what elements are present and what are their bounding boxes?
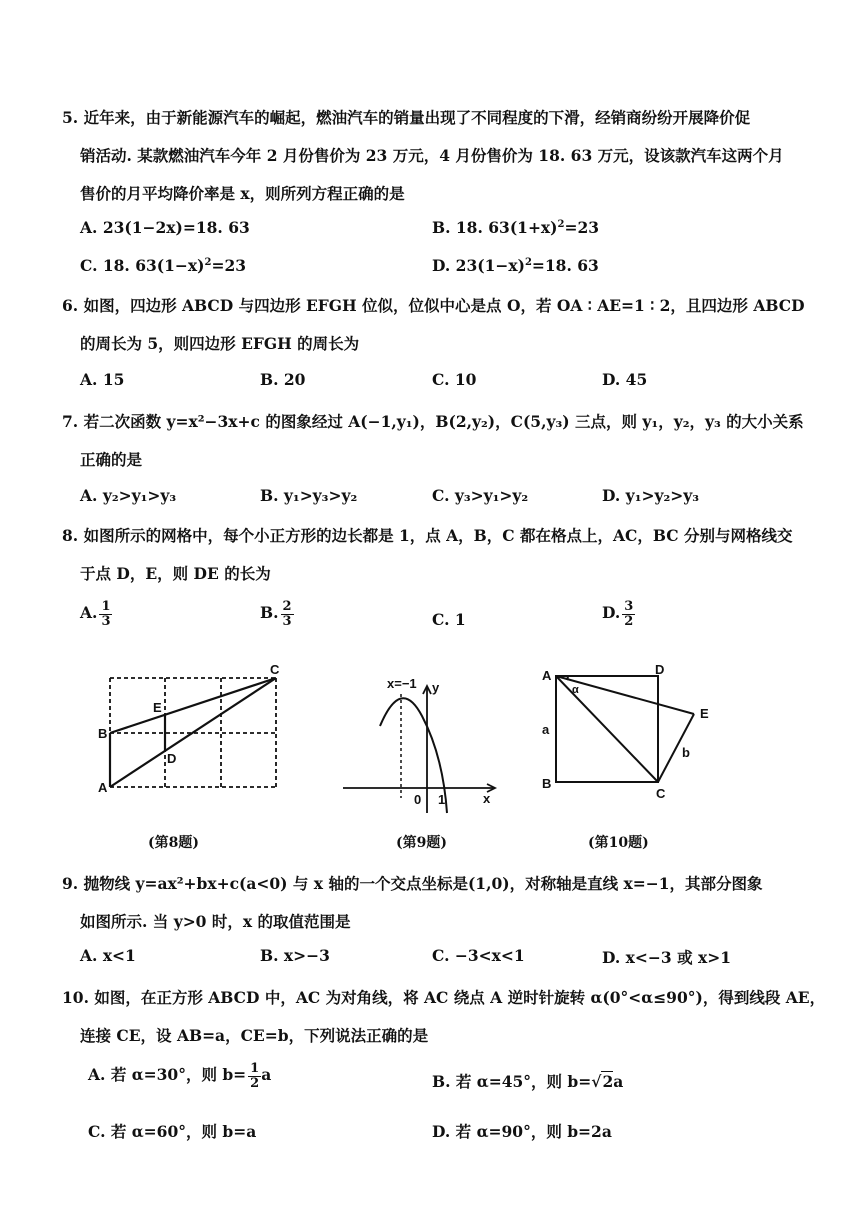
q10-line1: 10. 如图，在正方形 ABCD 中，AC 为对角线，将 AC 绕点 A 逆时针旋转 α(0°<α≤90°)，得到线段 AE，: [62, 988, 826, 1007]
fig10-side-b: b: [682, 745, 690, 760]
q10-line2: 连接 CE，设 AB=a，CE=b，下列说法正确的是: [80, 1026, 429, 1045]
figure-9-parabola: [335, 668, 505, 818]
q10-option-c: C. 若 α=60°，则 b=a: [88, 1122, 257, 1141]
fig10-label-a: A: [542, 668, 552, 683]
q6-option-a: A. 15: [80, 370, 125, 389]
figure-10-caption: (第10题): [588, 835, 649, 851]
q10-option-d: D. 若 α=90°，则 b=2a: [432, 1122, 612, 1141]
q5-option-a: A. 23(1−2x)=18. 63: [80, 218, 250, 237]
q5-line2: 销活动. 某款燃油汽车今年 2 月份售价为 23 万元，4 月份售价为 18. 63 万元，设该款汽车这两个月: [80, 146, 784, 165]
figure-10-square: [538, 662, 728, 802]
fig8-label-b: B: [98, 726, 108, 741]
q9-line2: 如图所示. 当 y>0 时，x 的取值范围是: [80, 912, 351, 931]
q8-line1: 8. 如图所示的网格中，每个小正方形的边长都是 1，点 A，B，C 都在格点上，AC，BC 分别与网格线交: [62, 526, 793, 545]
q5-option-c: C. 18. $63(1-x)^2=23$: [80, 256, 247, 275]
fig8-label-c: C: [270, 662, 280, 677]
q10-option-b: B. 若 α=45°，则 b=√2a: [432, 1072, 624, 1091]
fig10-side-a: a: [542, 722, 550, 737]
q7-option-a: A. y₂>y₁>y₃: [80, 486, 177, 505]
q5-line3: 售价的月平均降价率是 x，则所列方程正确的是: [80, 184, 405, 203]
fig9-y-label: y: [432, 680, 440, 695]
fig10-label-b: B: [542, 776, 552, 791]
q6-option-b: B. 20: [260, 370, 306, 389]
q10-option-a: A. 若 α=30°，则 b= $\frac{1}{2}$ a: [88, 1061, 272, 1091]
q6-line1: 6. 如图，四边形 ABCD 与四边形 EFGH 位似，位似中心是点 O，若 OA ∶ AE=1 ∶ 2，且四边形 ABCD: [62, 296, 805, 315]
q9-option-a: A. x<1: [80, 946, 136, 965]
figure-8-caption: (第8题): [148, 835, 199, 851]
fig8-label-d: D: [167, 751, 177, 766]
fig9-origin-label: 0: [414, 792, 422, 807]
fig10-label-e: E: [700, 706, 709, 721]
q9-option-c: C. −3<x<1: [432, 946, 525, 965]
figure-9-caption: (第9题): [396, 835, 447, 851]
q9-option-d: D. x<−3 或 x>1: [602, 948, 731, 967]
fig10-label-d: D: [655, 662, 665, 677]
fig9-axis-label: x=−1: [387, 676, 417, 691]
fig8-label-e: E: [153, 700, 162, 715]
q7-option-d: D. y₁>y₂>y₃: [602, 486, 700, 505]
q6-option-c: C. 10: [432, 370, 477, 389]
q7-line1: 7. 若二次函数 y=x²−3x+c 的图象经过 A(−1,y₁)，B(2,y₂)，C(5,y₃) 三点，则 y₁，y₂，y₃ 的大小关系: [62, 412, 804, 431]
fig8-label-a: A: [98, 780, 108, 795]
q5-line1: 5. 近年来，由于新能源汽车的崛起，燃油汽车的销量出现了不同程度的下滑，经销商纷纷开展降价促: [62, 108, 751, 127]
q6-line2: 的周长为 5，则四边形 EFGH 的周长为: [80, 334, 360, 353]
figure-8-grid: [90, 660, 290, 800]
q9-line1: 9. 抛物线 y=ax²+bx+c(a<0) 与 x 轴的一个交点坐标是(1,0)，对称轴是直线 x=−1，其部分图象: [62, 874, 763, 893]
q5-option-b: B. 18. $63(1+x)^2=23$: [432, 218, 600, 237]
fig10-label-c: C: [656, 786, 666, 801]
q7-line2: 正确的是: [80, 450, 143, 469]
q8-option-c: C. 1: [432, 610, 466, 629]
fig9-one-label: 1: [438, 792, 446, 807]
fig10-alpha: α: [572, 684, 579, 696]
q8-line2: 于点 D，E，则 DE 的长为: [80, 564, 271, 583]
q8-option-b: B. $\frac{2}{3}$: [260, 599, 292, 629]
q5-option-d: D. $23(1-x)^2=18$. 63: [432, 256, 599, 275]
fig9-x-label: x: [483, 791, 491, 806]
q8-option-d: D. $\frac{3}{2}$: [602, 599, 634, 629]
q6-option-d: D. 45: [602, 370, 648, 389]
q8-option-a: A. $\frac{1}{3}$: [80, 599, 111, 629]
q7-option-c: C. y₃>y₁>y₂: [432, 486, 529, 505]
q9-option-b: B. x>−3: [260, 946, 330, 965]
q7-option-b: B. y₁>y₃>y₂: [260, 486, 358, 505]
